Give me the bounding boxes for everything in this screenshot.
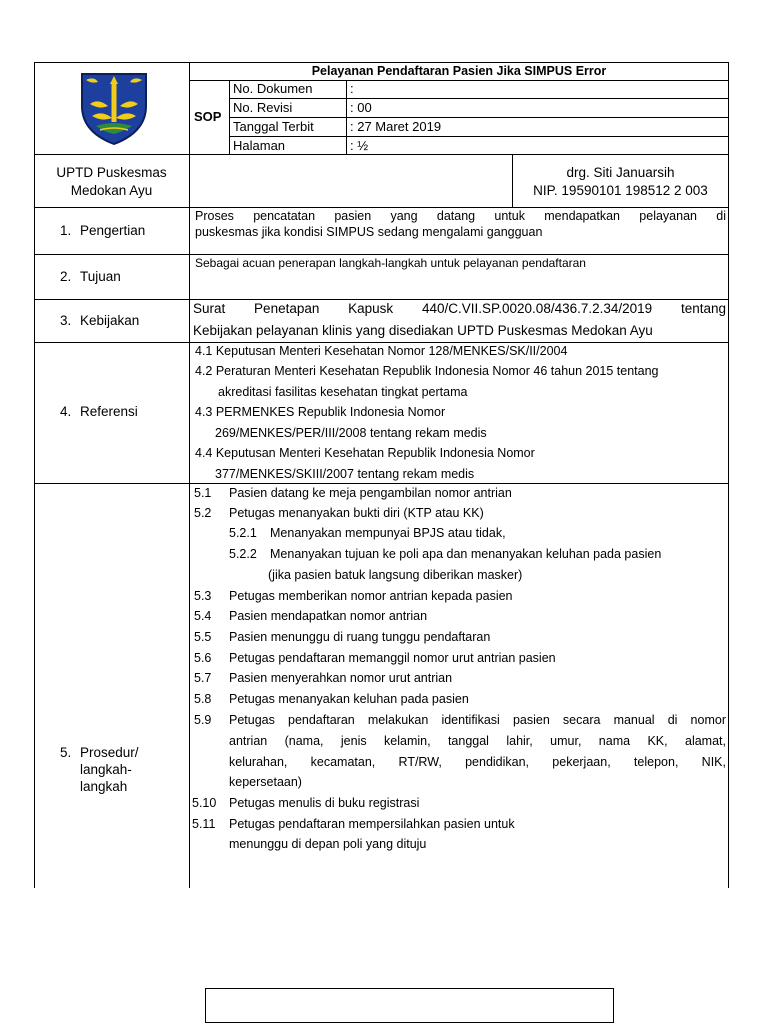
field-label-dokumen: No. Dokumen	[233, 81, 313, 96]
step-text: (jika pasien batuk langsung diberikan masker)	[268, 568, 523, 582]
footer-box	[205, 988, 614, 1023]
step-number: 5.10	[192, 796, 217, 810]
step-number: 5.11	[192, 817, 216, 831]
step-text: antrian (nama, jenis kelamin, tanggal lahir, umur, nama KK, alamat,	[229, 734, 726, 748]
step-number: 5.4	[194, 609, 212, 623]
step-number: 5.7	[194, 671, 212, 685]
step-text: Petugas pendaftaran mempersilahkan pasien untuk	[229, 817, 515, 831]
header-bottom	[34, 154, 729, 155]
step-text: kepersetaan)	[229, 775, 302, 789]
section-number-prosedur: 5.	[60, 745, 72, 760]
referensi-line: 4.2 Peraturan Menteri Kesehatan Republik Indonesia Nomor 46 tahun 2015 tentang	[195, 364, 659, 378]
step-number: 5.1	[194, 486, 212, 500]
kebijakan-line2: Kebijakan pelayanan klinis yang disediakan UPTD Puskesmas Medokan Ayu	[193, 323, 653, 338]
section-label-prosedur-2: langkah-	[80, 762, 132, 777]
tujuan-text: Sebagai acuan penerapan langkah-langkah untuk pelayanan pendaftaran	[195, 256, 586, 270]
step-text: Petugas memberikan nomor antrian kepada pasien	[229, 589, 513, 603]
step-text: Menanyakan tujuan ke poli apa dan menanyakan keluhan pada pasien	[270, 547, 662, 561]
field-value-dokumen: :	[350, 81, 354, 96]
logo	[78, 70, 150, 146]
step-text: Pasien menyerahkan nomor urut antrian	[229, 671, 453, 685]
row-line-4	[34, 483, 729, 484]
step-text: Pasien mendapatkan nomor antrian	[229, 609, 428, 623]
org-name-line1: UPTD Puskesmas	[56, 165, 167, 180]
head-name: drg. Siti Januarsih	[566, 165, 675, 180]
field-label-halaman: Halaman	[233, 138, 286, 153]
referensi-line: 377/MENKES/SKIII/2007 tentang rekam medis	[215, 467, 475, 481]
step-text: Pasien datang ke meja pengambilan nomor antrian	[229, 486, 512, 500]
surabaya-city-seal-icon	[78, 70, 150, 146]
step-number: 5.2	[194, 506, 212, 520]
referensi-line: 4.1 Keputusan Menteri Kesehatan Nomor 128/MENKES/SK/II/2004	[195, 344, 568, 358]
field-label-tanggal: Tanggal Terbit	[233, 119, 314, 134]
document-title: Pelayanan Pendaftaran Pasien Jika SIMPUS Error	[311, 64, 607, 78]
section-label-kebijakan: Kebijakan	[80, 313, 140, 328]
step-text: kelurahan, kecamatan, RT/RW, pendidikan, pekerjaan, telepon, NIK,	[229, 755, 726, 769]
field-value-tanggal: : 27 Maret 2019	[350, 119, 442, 134]
referensi-line: 269/MENKES/PER/III/2008 tentang rekam medis	[215, 426, 487, 440]
field-line-2	[229, 117, 729, 118]
step-number: 5.5	[194, 630, 212, 644]
pengertian-line2: puskesmas jika kondisi SIMPUS sedang mengalami gangguan	[195, 225, 543, 239]
field-line-3	[229, 136, 729, 137]
sop-label: SOP	[194, 109, 222, 124]
org-name-line2: Medokan Ayu	[70, 183, 153, 198]
step-text: Petugas menanyakan keluhan pada pasien	[229, 692, 469, 706]
section-number-kebijakan: 3.	[60, 313, 72, 328]
referensi-line: 4.3 PERMENKES Republik Indonesia Nomor	[195, 405, 446, 419]
referensi-line: akreditasi fasilitas kesehatan tingkat pertama	[218, 385, 468, 399]
row-line-2	[34, 299, 729, 300]
border-right	[728, 62, 729, 888]
section-number-pengertian: 1.	[60, 223, 72, 238]
step-number: 5.9	[194, 713, 212, 727]
column-divider	[189, 62, 190, 888]
section-label-prosedur-3: langkah	[80, 779, 128, 794]
section-number-tujuan: 2.	[60, 269, 72, 284]
section-label-prosedur-1: Prosedur/	[80, 745, 139, 760]
referensi-line: 4.4 Keputusan Menteri Kesehatan Republik Indonesia Nomor	[195, 446, 535, 460]
step-text: Menanyakan mempunyai BPJS atau tidak,	[270, 526, 506, 540]
step-number: 5.3	[194, 589, 212, 603]
step-text: menunggu di depan poli yang dituju	[229, 837, 427, 851]
step-text: Petugas menanyakan bukti diri (KTP atau KK)	[229, 506, 484, 520]
field-value-halaman: : ½	[350, 138, 369, 153]
field-label-revisi: No. Revisi	[233, 100, 293, 115]
field-line-1	[229, 98, 729, 99]
section-label-referensi: Referensi	[80, 404, 138, 419]
step-number: 5.6	[194, 651, 212, 665]
step-text: Pasien menunggu di ruang tunggu pendaftaran	[229, 630, 491, 644]
field-value-revisi: : 00	[350, 100, 372, 115]
section-label-pengertian: Pengertian	[80, 223, 146, 238]
step-number: 5.2.1	[229, 526, 257, 540]
head-nip: NIP. 19590101 198512 2 003	[533, 183, 708, 198]
step-text: Petugas pendaftaran melakukan identifikasi pasien secara manual di nomor	[229, 713, 726, 727]
section-label-tujuan: Tujuan	[80, 269, 121, 284]
section-number-referensi: 4.	[60, 404, 72, 419]
step-text: Petugas menulis di buku registrasi	[229, 796, 420, 810]
kebijakan-line1: Surat Penetapan Kapusk 440/C.VII.SP.0020.08/436.7.2.34/2019 tentang	[193, 301, 726, 316]
step-text: Petugas pendaftaran memanggil nomor urut antrian pasien	[229, 651, 556, 665]
pengertian-line1: Proses pencatatan pasien yang datang untuk mendapatkan pelayanan di	[195, 209, 726, 223]
step-number: 5.8	[194, 692, 212, 706]
step-number: 5.2.2	[229, 547, 257, 561]
